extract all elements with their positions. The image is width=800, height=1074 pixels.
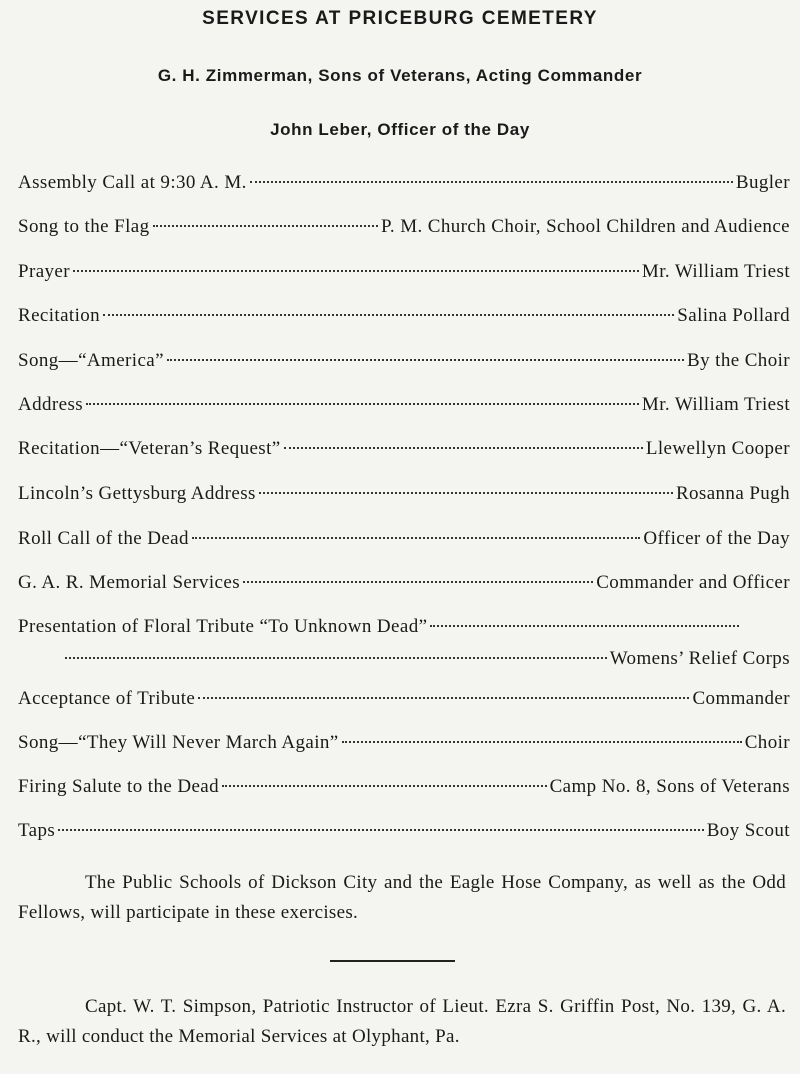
program-item-performer: By the Choir: [687, 350, 790, 371]
program-item-performer: Camp No. 8, Sons of Veterans: [549, 776, 790, 797]
leader-dots: [192, 537, 640, 539]
participants-note: The Public Schools of Dickson City and the Eagle Hose Company, as well as the Odd Fellows, will participate in these exercises.: [18, 872, 786, 923]
leader-dots: [65, 657, 607, 659]
program-item: [18, 172, 790, 198]
program-item-name: Prayer: [18, 261, 70, 282]
program-item: [18, 216, 790, 242]
program-item: [18, 616, 742, 642]
program-item-performer: Boy Scout: [706, 820, 790, 841]
program-item-name: Address: [18, 394, 84, 415]
program-item: [18, 820, 790, 846]
leader-dots: [58, 829, 703, 831]
program-item-name: Song—“America”: [18, 350, 164, 371]
program-item-name: Roll Call of the Dead: [18, 528, 189, 549]
leader-dots: [250, 181, 733, 183]
program-item-performer: Womens’ Relief Corps: [609, 648, 790, 669]
acting-commander-line: G. H. Zimmerman, Sons of Veterans, Acting Commander: [157, 66, 643, 85]
program-item-name: G. A. R. Memorial Services: [18, 572, 241, 593]
program-item-name: Recitation: [18, 305, 101, 326]
program-item-name: Presentation of Floral Tribute “To Unknown Dead”: [18, 616, 428, 637]
program-item-performer: Bugler: [735, 172, 790, 193]
program-item-name: Acceptance of Tribute: [18, 688, 196, 709]
program-item: [18, 483, 790, 509]
leader-dots: [284, 447, 643, 449]
program-item-name: Song to the Flag: [18, 216, 150, 237]
program-item-name: Assembly Call at 9:30 A. M.: [18, 172, 247, 193]
program-item-performer: Rosanna Pugh: [675, 483, 790, 504]
program-item-name: Recitation—“Veteran’s Request”: [18, 438, 281, 459]
program-item: [18, 438, 790, 464]
program-item: [18, 688, 790, 714]
program-item-performer: Mr. William Triest: [641, 261, 790, 282]
page-title: SERVICES AT PRICEBURG CEMETERY: [202, 8, 598, 29]
leader-dots: [243, 581, 593, 583]
leader-dots: [73, 270, 639, 272]
leader-dots: [222, 785, 547, 787]
program-item: [18, 572, 790, 598]
leader-dots: [167, 359, 684, 361]
olyphant-note: Capt. W. T. Simpson, Patriotic Instructor of Lieut. Ezra S. Griffin Post, No. 139, G. A. R., will conduct the Memorial Services at Olyphant, Pa.: [18, 996, 786, 1047]
program-item-name: Firing Salute to the Dead: [18, 776, 220, 797]
section-divider: [330, 960, 455, 962]
program-item-performer: Choir: [744, 732, 790, 753]
program-item-continued: [62, 648, 790, 674]
program-item: [18, 261, 790, 287]
program-item-performer: Salina Pollard: [677, 305, 790, 326]
program-item-performer: Mr. William Triest: [641, 394, 790, 415]
leader-dots: [259, 492, 673, 494]
program-item-performer: Commander: [692, 688, 790, 709]
officer-of-day-line: John Leber, Officer of the Day: [270, 120, 530, 139]
leader-dots: [153, 225, 379, 227]
program-item: [18, 305, 790, 331]
program-item-performer: Commander and Officer: [596, 572, 790, 593]
leader-dots: [103, 314, 674, 316]
program-item: [18, 732, 790, 758]
leader-dots: [86, 403, 639, 405]
program-item-performer: Officer of the Day: [643, 528, 790, 549]
program-item-name: Taps: [18, 820, 56, 841]
leader-dots: [342, 741, 742, 743]
program-item-name: Song—“They Will Never March Again”: [18, 732, 339, 753]
program-item-performer: Llewellyn Cooper: [645, 438, 790, 459]
program-item-name: Lincoln’s Gettysburg Address: [18, 483, 256, 504]
program-item: [18, 350, 790, 376]
program-item: [18, 528, 790, 554]
leader-dots: [430, 625, 739, 627]
program-item-performer: P. M. Church Choir, School Children and Audience: [381, 216, 790, 237]
program-item: [18, 394, 790, 420]
program-item: [18, 776, 790, 802]
leader-dots: [198, 697, 689, 699]
